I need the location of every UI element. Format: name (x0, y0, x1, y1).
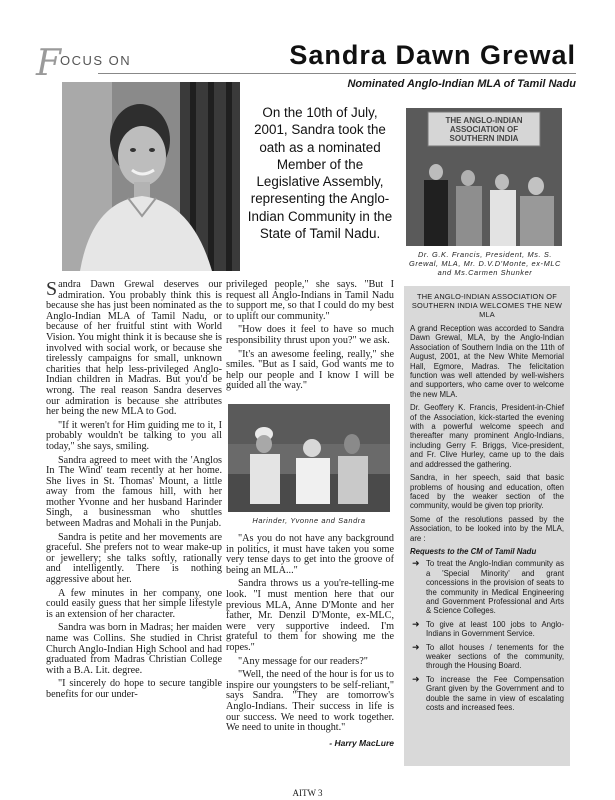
requests-list (410, 559, 564, 712)
article-paragraph: Sandra is petite and her movements are graceful. She prefers not to wear make-up or jewellery; she talks softly, rationally and intelligently. There is nothing aggressive about her. (46, 531, 222, 586)
article-column-1 (46, 280, 222, 704)
sidebar-paragraph: Some of the resolutions passed by the Association, to be looked into by the MLA, are : (410, 514, 564, 543)
requests-heading: Requests to the CM of Tamil Nadu (410, 546, 537, 556)
request-item: ➜ To allot houses / tenements for the weaker sections of the community, through the Housing Board. (412, 641, 564, 671)
banner-text: THE ANGLO-INDIAN ASSOCIATION OF SOUTHERN INDIA (445, 116, 523, 143)
arrow-right-icon: ➜ (412, 641, 420, 652)
article-paragraph: Sandra was born in Madras; her maiden name was Collins. She studied in Christ Church Anglo-Indian High School and had graduated from Madras Christian College with a B.A. Lit. degree. (46, 622, 222, 676)
article-paragraph: "If it weren't for Him guiding me to it, I probably wouldn't be talking to you all today," she says, smiling. (46, 419, 222, 452)
article-column-2-top (226, 280, 394, 395)
sidebar-paragraph: Dr. Geoffery K. Francis, President-in-Chief of the Association, kick-started the evening with a powerful welcome speech and thereafter many prominent Anglo-Indians, including Gerry F. Briggs, Vice-president, and Fr. Clive Hurley, came up to the dais and addressed the gathering. (410, 403, 564, 469)
drop-cap: S (46, 278, 58, 300)
association-sidebar (404, 286, 570, 766)
arrow-right-icon: ➜ (412, 618, 420, 629)
arrow-right-icon: ➜ (412, 673, 420, 684)
header-rule (98, 73, 576, 74)
focus-label: OCUS ON (60, 53, 132, 68)
article-paragraph: "Well, the need of the hour is for us to inspire our youngsters to be self-reliant," says Sandra. "They are tomorrow's Anglo-Indians. Their success in life is our success. We need to work together. We need to unite in thought." (226, 669, 394, 734)
article-paragraph: "Any message for our readers?" (238, 655, 368, 667)
byline: - Harry MacLure (329, 737, 394, 748)
article-paragraph: privileged people," she says. "But I request all Anglo-Indians in Tamil Nadu to support me, so that I could do my best to uplift our community." (226, 279, 394, 322)
focus-initial: F (36, 43, 61, 84)
sidebar-paragraph: Sandra, in her speech, said that basic problems of housing and education, often faced by the weaker section of the community, would be given top priority. (410, 473, 564, 511)
arrow-right-icon: ➜ (412, 558, 420, 569)
request-item: ➜ To give at least 100 jobs to Anglo-Indians in Government Service. (412, 618, 564, 639)
sidebar-heading: THE ANGLO-INDIAN ASSOCIATION OF SOUTHERN INDIA WELCOMES THE NEW MLA (411, 292, 563, 319)
article-paragraph: "I sincerely do hope to secure tangible benefits for our under- (46, 678, 222, 700)
article-paragraph: Sandra Dawn Grewal deserves our admiration. You probably think this is because she has just been nominated as the Anglo-Indian MLA of Tamil Nadu, or because of her fruitful stint with World Vision. You might think it is because she is involved with social work, or because she tirelessly campaigns for small, unknown charities that help less-privileged Anglo-Indian children in Madras. But you'd be wrong. The real reason Sandra deserves our admiration is because she attributes her being the new MLA to God. (46, 278, 222, 418)
page-number: AITW 3 (292, 788, 323, 798)
request-item: ➜ To treat the Anglo-Indian community as a 'Special Minority' and grant concessions in the provision of seats to the community in Medical Engineering and Government Professional and Arts & Science Colleges. (412, 558, 564, 616)
pull-quote: On the 10th of July, 2001, Sandra took the oath as a nominated Member of the Legislative Assembly, representing the Anglo-Indian Community in the State of Tamil Nadu. (247, 105, 393, 242)
article-paragraph: "It's an awesome feeling, really," she smiles. "But as I said, God wants me to help our people and I know I will be guided all the way." (226, 348, 394, 392)
group-photo (406, 108, 562, 246)
article-column-2-bottom (226, 534, 394, 748)
group-photo-caption: Dr. G.K. Francis, President, Ms. S. Grewal, MLA, Mr. D.V.D'Monte, ex-MLC and Ms.Carmen Shunker (409, 250, 561, 278)
article-paragraph: "As you do not have any background in politics, it must have taken you some very tense days to get into the groove of being an MLA..." (226, 533, 394, 576)
sidebar-paragraph: A grand Reception was accorded to Sandra Dawn Grewal, MLA, by the Anglo-Indian Association of Southern India on the 11th of August, 2001, at the New White Memorial Hall, Egmore, Madras. The felicitation function was well attended by well-wishers and supporters, who came over to welcome the new MLA. (410, 324, 564, 399)
article-paragraph: A few minutes in her company, one could easily guess that her simple lifestyle is an extension of her character. (46, 587, 222, 620)
article-paragraph: Sandra agreed to meet with the 'Anglos In The Wind' team recently at her home. She lives in St. Thomas' Mount, a little away from the famous hill, with her mother Yvonne and her husband Harinder Singh, a businessman who shuttles between Madras and Mohali in the Punjab. (46, 454, 222, 530)
article-title: Sandra Dawn Grewal (289, 40, 576, 70)
article-subtitle: Nominated Anglo-Indian MLA of Tamil Nadu (347, 78, 576, 90)
portrait-photo (62, 82, 240, 271)
article-paragraph: Sandra throws us a you're-telling-me look. "I must mention here that our previous MLA, Anne D'Monte and her father, Mr. Denzil D'Monte, ex-MLC, were very supportive indeed. I'm grateful to them for showing me the ropes." (226, 578, 394, 653)
request-item: ➜ To increase the Fee Compensation Grant given by the Government and to double the same in view of escalating costs and increased fees. (412, 673, 564, 713)
family-photo-caption: Harinder, Yvonne and Sandra (252, 516, 366, 525)
article-paragraph: "How does it feel to have so much responsibility thrust upon you?" we ask. (226, 324, 394, 346)
family-photo (228, 404, 390, 512)
